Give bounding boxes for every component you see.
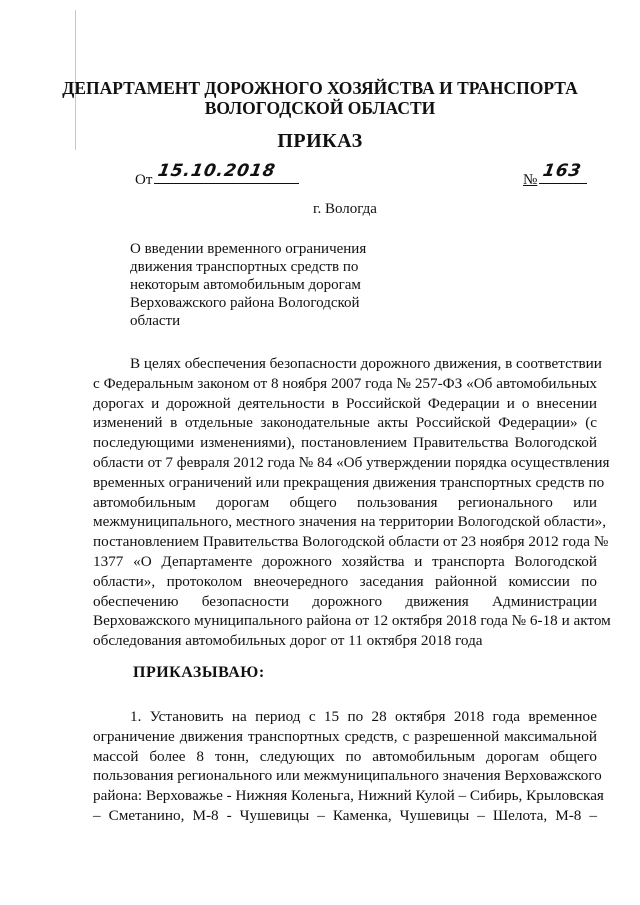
preamble-line: изменений в отдельные законодательные акты Российской Федерации» (с [93, 414, 597, 432]
preamble-line: области», протоколом внеочередного заседания районной комиссии по [93, 572, 597, 590]
preamble-line: обследования автомобильных дорог от 11 октября 2018 года [93, 632, 483, 650]
item-line: массой более 8 тонн, следующих по автомобильным дорогам общего [93, 747, 597, 765]
city: г. Вологда [313, 201, 377, 217]
item-line: ограничение движения транспортных средств, с разрешенной максимальной [93, 727, 597, 745]
preamble-paragraph [93, 354, 611, 651]
preamble-line: дорогах и дорожной деятельности в Российской Федерации и о внесении [93, 394, 597, 412]
order-title: ПРИКАЗ [277, 130, 363, 152]
decree-word: ПРИКАЗЫВАЮ: [133, 664, 265, 681]
subject-line: некоторым автомобильным дорогам [130, 277, 361, 293]
preamble-line: с Федеральным законом от 8 ноября 2007 года № 257-ФЗ «Об автомобильных [93, 374, 597, 392]
department-line-2: ВОЛОГОДСКОЙ ОБЛАСТИ [204, 98, 436, 118]
order-number [523, 163, 587, 189]
item-1-paragraph [93, 707, 604, 826]
item-line: пользования регионального или межмуниципального значения Верховажского [93, 767, 602, 785]
department-header [0, 78, 640, 118]
subject-line: области [130, 313, 181, 329]
number-field [539, 163, 587, 184]
preamble-line: постановлением Правительства Вологодской области от 23 ноября 2012 года № [93, 533, 609, 551]
order-date [135, 163, 299, 189]
preamble-line: области от 7 февраля 2012 года № 84 «Об утверждении порядка осуществления [93, 453, 610, 471]
date-prefix: От [135, 172, 153, 188]
preamble-line: В целях обеспечения безопасности дорожного движения, в соответствии [130, 355, 602, 372]
subject-line: Верховажского района Вологодской [130, 295, 360, 311]
preamble-line: межмуниципального, местного значения на территории Вологодской области», [93, 513, 607, 531]
subject-line: О введении временного ограничения [130, 241, 367, 257]
preamble-line: последующими изменениями), постановлением Правительства Вологодской [93, 434, 597, 452]
subject-line: движения транспортных средств по [130, 259, 359, 275]
preamble-line: 1377 «О Департаменте дорожного хозяйства и транспорта Вологодской [93, 552, 597, 570]
department-line-1: ДЕПАРТАМЕНТ ДОРОЖНОГО ХОЗЯЙСТВА И ТРАНСПОРТА [62, 78, 578, 98]
handwritten-date: 15.10.2018 [156, 161, 278, 181]
item-line: 1. Установить на период с 15 по 28 октября 2018 года временное [130, 708, 597, 725]
preamble-line: временных ограничений или прекращения движения транспортных средств по [93, 473, 605, 491]
item-line: – Сметанино, М-8 - Чушевицы – Каменка, Чушевицы – Шелота, М-8 – [93, 806, 597, 824]
preamble-line: Верховажского муниципального района от 12 октября 2018 года № 6-18 и актом [93, 612, 611, 630]
order-subject [130, 240, 370, 330]
date-field [154, 163, 299, 184]
number-prefix: № [523, 172, 538, 188]
handwritten-number: 163 [541, 161, 584, 181]
preamble-line: автомобильным дорогам общего пользования регионального или [93, 493, 597, 511]
item-line: района: Верховажье - Нижняя Коленьга, Нижний Кулой – Сибирь, Крыловская [93, 787, 604, 805]
preamble-line: обеспечению безопасности дорожного движения Администрации [93, 592, 597, 610]
